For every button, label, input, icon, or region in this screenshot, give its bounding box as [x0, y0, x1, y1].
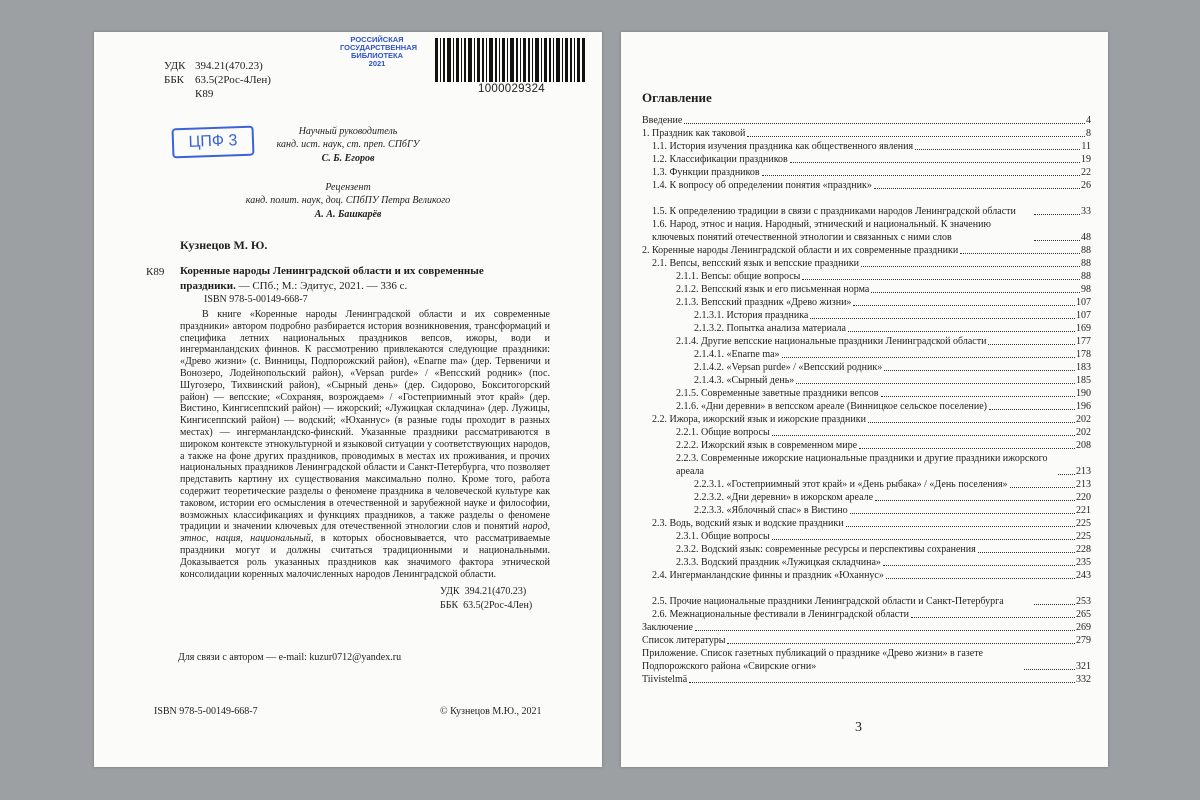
toc-leader-dots	[915, 149, 1080, 150]
toc-leader-dots	[1024, 669, 1075, 670]
book-abstract	[180, 309, 550, 580]
toc-entry-title: Tiivistelmä	[642, 674, 688, 685]
toc-entry-title: 2.1.3.1. История праздника	[694, 310, 809, 321]
toc-row	[642, 400, 1091, 413]
toc-entry-title: 2.3.1. Общие вопросы	[676, 531, 770, 542]
toc-entry-title: 2.1.3.2. Попытка анализа материала	[694, 323, 846, 334]
toc-row	[642, 504, 1091, 517]
toc-leader-dots	[853, 305, 1075, 306]
udk-label: УДК	[164, 60, 186, 72]
toc-entry-page: 243	[1076, 570, 1091, 581]
toc-leader-dots	[689, 682, 1075, 683]
toc-leader-dots	[695, 630, 1075, 631]
toc-entry-title: Заключение	[642, 622, 693, 633]
toc-entry-title: 2.2.3.3. «Яблочный спас» в Вистино	[694, 505, 848, 516]
toc-entry-page: 225	[1076, 531, 1091, 542]
toc-entry-title: 2.1. Вепсы, вепсский язык и вепсские праздники	[652, 258, 860, 269]
toc-entry-title: 1.3. Функции праздников	[652, 167, 760, 178]
toc-row	[642, 582, 1091, 608]
toc-leader-dots	[911, 617, 1075, 618]
toc-entry-title: 2.3.3. Водский праздник «Лужицкая складчина»	[676, 557, 881, 568]
toc-row	[642, 309, 1091, 322]
toc-leader-dots	[883, 565, 1075, 566]
toc-row	[642, 140, 1091, 153]
toc-entry-page: 185	[1076, 375, 1091, 386]
reviewer-name: А. А. Башкарёв	[314, 209, 382, 220]
toc-entry-title: 2.1.4.2. «Vepsan purde» / «Вепсский родник»	[694, 362, 883, 373]
toc-entry-page: 269	[1076, 622, 1091, 633]
toc-leader-dots	[1034, 604, 1075, 605]
toc-entry-title: 2.1.4. Другие вепсские национальные праздники Ленинградской области	[676, 336, 987, 347]
toc-row	[642, 244, 1091, 257]
toc-entry-page: 279	[1076, 635, 1091, 646]
toc-entry-page: 321	[1076, 661, 1091, 672]
toc-row	[642, 270, 1091, 283]
toc-entry-title: 1.2. Классификации праздников	[652, 154, 788, 165]
barcode-icon	[435, 38, 585, 82]
toc-leader-dots	[884, 370, 1075, 371]
toc-entry-page: 265	[1076, 609, 1091, 620]
toc-leader-dots	[1034, 240, 1080, 241]
toc-entry-page: 107	[1076, 297, 1091, 308]
toc-leader-dots	[727, 643, 1075, 644]
abstract-text-2: , в которых обосновывается, что рассматриваемые праздники могут и должны считаться традиционными и национальными. Доказывается роль указанных праздников как значимого фактора этнической консолидации коренных малочисленных народов Ленинградской области.	[180, 533, 551, 580]
bbk-label: ББК	[164, 74, 184, 86]
toc-entry-page: 235	[1076, 557, 1091, 568]
toc-entry-page: 169	[1076, 323, 1091, 334]
toc-entry-page: 177	[1076, 336, 1091, 347]
toc-row	[642, 543, 1091, 556]
toc-entry-page: 183	[1076, 362, 1091, 373]
toc-heading: Оглавление	[642, 90, 712, 105]
toc-leader-dots	[871, 292, 1080, 293]
toc-entry-title: 1.6. Народ, этнос и нация. Народный, этнический и национальный. К значению ключевых понятий отечественной этнологии и связанных с ними слов	[652, 219, 991, 243]
toc-row	[642, 387, 1091, 400]
toc-entry-title: 2.2. Ижора, ижорский язык и ижорские праздники	[652, 414, 866, 425]
toc-row	[642, 192, 1091, 218]
toc-row	[642, 257, 1091, 270]
toc-entry-title: Список литературы	[642, 635, 726, 646]
abstract-text-1: В книге «Коренные народы Ленинградской области и их современные праздники» автором подробно разбирается история возникновения, трансформаций и специфика летних национальных праздников вепсов, ижоры, води и ингерманландских финнов. К рассмотрению привлекаются следующие праздники: «Древо жизни» (с. Винницы, Подпорожский район), «Enarne ma» (дер. Тервеничи и Вонозеро, Лодейнопольский район), «Vepsan purde» / «Вепсский родник» (пос. Шугозеро, Тихвинский район), «Сырный день» (дер. Сидорово, Бокситогорский район) — вепсские; «Сохраняя, возрождаем» / «Гостеприимный этот край» (дер. Вистино, Кингисеппский район) — ижорский; «Лужицкая складчина» (дер. Лужицы, Кингисеппский район) — водский; «Юханнус» (в разные годы проходит в разных местах) — ингерманландско-финский. Указанные праздники рассматриваются в широком контексте этнокультурной и языковой ситуации у соответствующих народов, а также на фоне других праздников, проводимых в местах их проживания, и прочих национальных праздников Ленинградской области и Санкт-Петербурга, что позволяет представить картину их существования максимально полно. Кроме того, работа содержит теоретические разделы о феномене праздника в человеческой культуре как таковом, истории его осмысления в отечественной и зарубежной науке и философии, возможных классификациях и функциях праздников, а также разделы о феномене традиции и значении ключевых для отечественной этнологии слов и понятий	[180, 309, 550, 533]
toc-leader-dots	[1010, 487, 1075, 488]
udk-footer: УДК 394.21(470.23)	[440, 586, 527, 597]
toc-leader-dots	[802, 279, 1080, 280]
toc-leader-dots	[886, 578, 1075, 579]
left-page	[94, 32, 602, 767]
book-title-end: праздники.	[180, 280, 236, 292]
abstract-italic-terms: народ, этнос, нация, национальный	[180, 521, 550, 545]
toc-entry-title: 2.2.3. Современные ижорские национальные праздники и другие праздники ижорского ареала	[676, 453, 1048, 477]
toc-entry-page: 178	[1076, 349, 1091, 360]
toc-row	[642, 621, 1091, 634]
right-page	[621, 32, 1108, 767]
toc-leader-dots	[846, 526, 1075, 527]
toc-entry-title: 2.1.4.1. «Enarne ma»	[694, 349, 780, 360]
toc-entry-page: 213	[1076, 466, 1091, 477]
toc-row	[642, 517, 1091, 530]
toc-leader-dots	[762, 175, 1080, 176]
toc-row	[642, 634, 1091, 647]
toc-entry-title: 2.5. Прочие национальные праздники Ленинградской области и Санкт-Петербурга	[652, 596, 1004, 607]
toc-entry-page: 220	[1076, 492, 1091, 503]
toc-leader-dots	[796, 383, 1075, 384]
toc-entry-title: 1.5. К определению традиции в связи с праздниками народов Ленинградской области	[652, 206, 1016, 217]
toc-entry-title: 2.2.1. Общие вопросы	[676, 427, 770, 438]
toc-entry-page: 48	[1081, 232, 1091, 243]
toc-row	[642, 478, 1091, 491]
toc-row	[642, 374, 1091, 387]
library-stamp: РОССИЙСКАЯ ГОСУДАРСТВЕННАЯ БИБЛИОТЕКА 2021	[340, 35, 418, 68]
toc-row	[642, 127, 1091, 140]
toc-entry-title: 2.2.2. Ижорский язык в современном мире	[676, 440, 858, 451]
toc-entry-page: 228	[1076, 544, 1091, 555]
toc-row	[642, 491, 1091, 504]
toc-entry-page: 107	[1076, 310, 1091, 321]
toc-entry-title: Введение	[642, 115, 683, 126]
toc-row	[642, 439, 1091, 452]
toc-entry-page: 11	[1081, 141, 1091, 152]
toc-leader-dots	[684, 123, 1085, 124]
toc-leader-dots	[848, 331, 1075, 332]
toc-row	[642, 179, 1091, 192]
toc-entry-page: 88	[1081, 245, 1091, 256]
toc-leader-dots	[875, 500, 1075, 501]
toc-entry-page: 22	[1081, 167, 1091, 178]
toc-leader-dots	[960, 253, 1080, 254]
bbk-value: 63.5(2Рос-4Лен)	[195, 74, 271, 86]
toc-entry-page: 98	[1081, 284, 1091, 295]
reviewer-degree: канд. полит. наук, доц. СПбПУ Петра Великого	[245, 195, 451, 206]
toc-entry-title: 2.4. Ингерманландские финны и праздник «Юханнус»	[652, 570, 884, 581]
toc-leader-dots	[989, 409, 1075, 410]
toc-row	[642, 413, 1091, 426]
toc-entry-title: 2. Коренные народы Ленинградской области и их современные праздники	[642, 245, 959, 256]
book-author: Кузнецов М. Ю.	[180, 238, 268, 252]
toc-entry-page: 221	[1076, 505, 1091, 516]
toc-leader-dots	[874, 188, 1080, 189]
toc-entry-title: 2.1.6. «Дни деревни» в вепсском ареале (Винницкое сельское поселение)	[676, 401, 987, 412]
toc-entry-page: 208	[1076, 440, 1091, 451]
table-of-contents	[642, 114, 1091, 686]
toc-entry-title: 1.4. К вопросу об определении понятия «праздник»	[652, 180, 872, 191]
toc-entry-title: 1.1. История изучения праздника как общественного явления	[652, 141, 914, 152]
toc-entry-page: 332	[1076, 674, 1091, 685]
book-mark: К89	[146, 266, 165, 278]
toc-entry-title: Приложение. Список газетных публикаций о празднике «Древо жизни» в газете Подпорожского района «Свирские огни»	[642, 648, 983, 672]
toc-entry-title: 2.2.3.2. «Дни деревни» в ижорском ареале	[694, 492, 874, 503]
toc-entry-page: 26	[1081, 180, 1091, 191]
toc-row	[642, 426, 1091, 439]
toc-row	[642, 569, 1091, 582]
book-title-line1: Коренные народы Ленинградской области и их современные	[180, 265, 484, 277]
toc-row	[642, 166, 1091, 179]
bbk-footer: ББК 63.5(2Рос-4Лен)	[440, 600, 533, 611]
toc-entry-page: 88	[1081, 271, 1091, 282]
toc-entry-title: 2.3. Водь, водский язык и водские праздники	[652, 518, 844, 529]
book-title-line2	[180, 280, 407, 293]
toc-row	[642, 335, 1091, 348]
author-contact: Для связи с автором — e-mail: kuzur0712@yandex.ru	[178, 652, 402, 663]
toc-row	[642, 530, 1091, 543]
toc-leader-dots	[978, 552, 1075, 553]
isbn-line: ISBN 978-5-00149-668-7	[204, 294, 308, 305]
toc-leader-dots	[861, 266, 1080, 267]
toc-leader-dots	[859, 448, 1075, 449]
toc-entry-page: 4	[1086, 115, 1091, 126]
toc-leader-dots	[782, 357, 1075, 358]
toc-row	[642, 114, 1091, 127]
supervisor-name: С. Б. Егоров	[321, 153, 375, 164]
toc-entry-page: 225	[1076, 518, 1091, 529]
page-number: 3	[855, 720, 862, 735]
toc-entry-page: 202	[1076, 414, 1091, 425]
toc-row	[642, 452, 1091, 478]
toc-entry-page: 8	[1086, 128, 1091, 139]
toc-leader-dots	[881, 396, 1076, 397]
toc-row	[642, 348, 1091, 361]
supervisor-degree: канд. ист. наук, ст. преп. СПбГУ	[276, 139, 420, 150]
toc-entry-page: 253	[1076, 596, 1091, 607]
toc-entry-page: 213	[1076, 479, 1091, 490]
supervisor-title: Научный руководитель	[298, 126, 398, 137]
toc-leader-dots	[772, 435, 1075, 436]
reviewer-title: Рецензент	[325, 182, 371, 193]
toc-entry-title: 2.3.2. Водский язык: современные ресурсы и перспективы сохранения	[676, 544, 976, 555]
isbn-bottom: ISBN 978-5-00149-668-7	[154, 706, 258, 717]
toc-leader-dots	[1058, 474, 1075, 475]
toc-leader-dots	[1034, 214, 1080, 215]
toc-entry-title: 2.6. Межнациональные фестивали в Ленинградской области	[652, 609, 909, 620]
toc-row	[642, 673, 1091, 686]
book-imprint: — СПб.; М.: Эдитус, 2021. — 336 с.	[235, 280, 408, 292]
cpf-stamp: ЦПФ 3	[172, 126, 255, 159]
toc-row	[642, 322, 1091, 335]
toc-entry-page: 202	[1076, 427, 1091, 438]
toc-entry-title: 2.2.3.1. «Гостеприимный этот край» и «День рыбака» / «День поселения»	[694, 479, 1008, 490]
toc-row	[642, 647, 1091, 673]
toc-entry-title: 1. Праздник как таковой	[642, 128, 746, 139]
toc-leader-dots	[747, 136, 1085, 137]
toc-row	[642, 283, 1091, 296]
barcode-number: 1000029324	[478, 83, 545, 95]
toc-leader-dots	[868, 422, 1075, 423]
udk-value: 394.21(470.23)	[195, 60, 263, 72]
toc-row	[642, 296, 1091, 309]
toc-entry-title: 2.1.4.3. «Сырный день»	[694, 375, 795, 386]
toc-leader-dots	[850, 513, 1075, 514]
toc-entry-page: 88	[1081, 258, 1091, 269]
toc-leader-dots	[988, 344, 1075, 345]
toc-row	[642, 218, 1091, 244]
toc-row	[642, 361, 1091, 374]
author-mark: К89	[195, 88, 214, 100]
toc-entry-title: 2.1.3. Вепсский праздник «Древо жизни»	[676, 297, 852, 308]
toc-entry-title: 2.1.1. Вепсы: общие вопросы	[676, 271, 801, 282]
copyright: © Кузнецов М.Ю., 2021	[440, 706, 542, 717]
toc-entry-page: 33	[1081, 206, 1091, 217]
toc-row	[642, 608, 1091, 621]
toc-entry-page: 190	[1076, 388, 1091, 399]
toc-entry-page: 19	[1081, 154, 1091, 165]
toc-entry-title: 2.1.2. Вепсский язык и его письменная норма	[676, 284, 870, 295]
toc-leader-dots	[790, 162, 1080, 163]
toc-row	[642, 153, 1091, 166]
toc-leader-dots	[772, 539, 1075, 540]
toc-entry-page: 196	[1076, 401, 1091, 412]
toc-leader-dots	[810, 318, 1075, 319]
toc-entry-title: 2.1.5. Современные заветные праздники вепсов	[676, 388, 879, 399]
toc-row	[642, 556, 1091, 569]
